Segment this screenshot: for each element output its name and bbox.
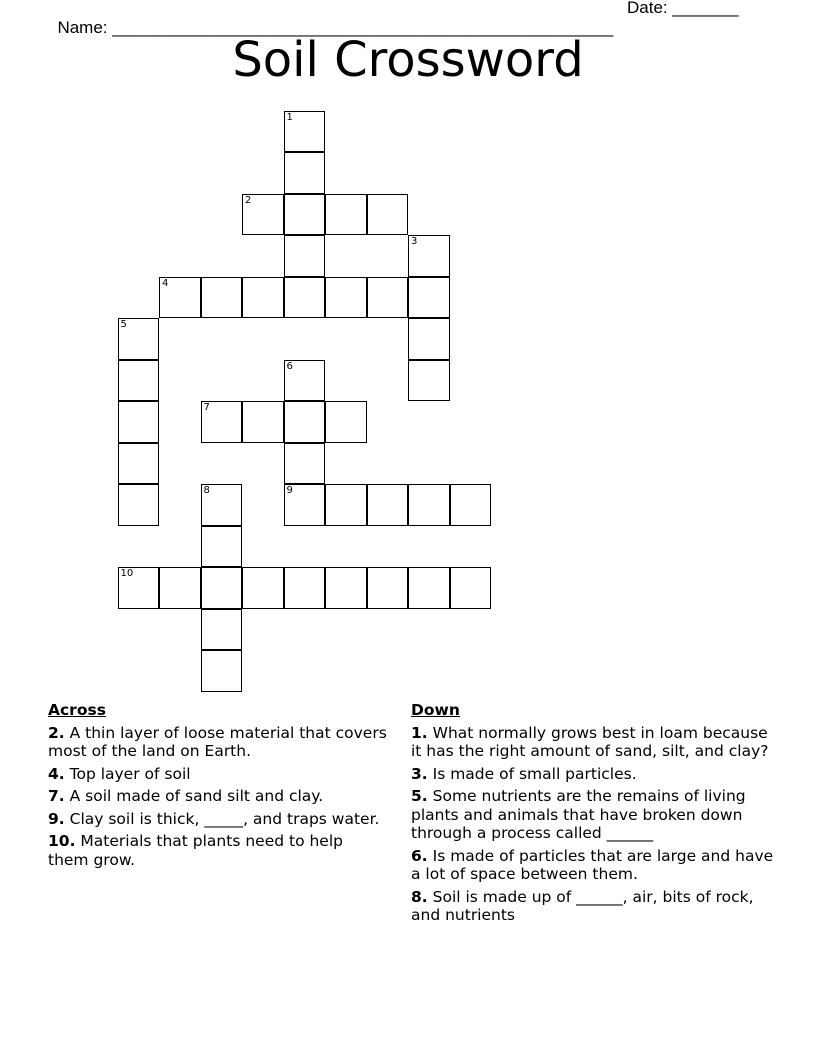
clue-text: What normally grows best in loam because it has the right amount of sand, silt, and clay? — [411, 723, 769, 760]
clue-number-label: 5 — [120, 319, 127, 330]
clue-number: 6. — [411, 846, 428, 865]
crossword-cell[interactable] — [325, 484, 367, 526]
clue-text: Top layer of soil — [69, 764, 191, 783]
crossword-cell[interactable] — [284, 277, 326, 319]
crossword-cell[interactable] — [242, 277, 284, 319]
crossword-cell[interactable] — [201, 609, 243, 651]
crossword-cell[interactable] — [201, 401, 243, 443]
down-clue — [411, 847, 781, 884]
clue-number-label: 6 — [286, 360, 293, 372]
crossword-cell[interactable] — [408, 277, 450, 319]
clue-number: 4. — [48, 764, 65, 783]
across-clue — [48, 787, 388, 806]
clue-number: 2. — [48, 723, 65, 742]
crossword-cell[interactable] — [408, 567, 450, 609]
crossword-cell[interactable] — [325, 194, 367, 236]
clue-text: Clay soil is thick, _____, and traps water. — [69, 809, 380, 828]
crossword-cell[interactable] — [118, 443, 160, 485]
clue-number-label: 7 — [203, 402, 210, 413]
crossword-cell[interactable] — [450, 484, 492, 526]
clue-number: 5. — [411, 787, 428, 805]
crossword-cell[interactable] — [325, 567, 367, 609]
clue-number: 8. — [411, 887, 428, 906]
crossword-cell[interactable] — [284, 235, 326, 277]
crossword-cell[interactable] — [367, 484, 409, 526]
crossword-cell[interactable] — [367, 194, 409, 236]
clue-number-label: 1 — [286, 111, 293, 123]
crossword-cell[interactable] — [450, 567, 492, 609]
clue-text: A thin layer of loose material that covers most of the land on Earth. — [48, 723, 387, 760]
name-field-label[interactable]: Name: _____________________________________________________ — [57, 18, 614, 37]
crossword-cell[interactable] — [118, 318, 160, 360]
crossword-cell[interactable] — [325, 277, 367, 319]
crossword-cell[interactable] — [284, 401, 326, 443]
crossword-cell[interactable] — [408, 484, 450, 526]
crossword-cell[interactable] — [201, 567, 243, 609]
crossword-cell[interactable] — [367, 567, 409, 609]
crossword-cell[interactable] — [118, 401, 160, 443]
crossword-cell[interactable] — [284, 194, 326, 236]
crossword-cell[interactable] — [284, 360, 326, 402]
down-heading: Down — [411, 701, 460, 719]
clue-number: 7. — [48, 787, 65, 805]
crossword-cell[interactable] — [242, 194, 284, 236]
crossword-cell[interactable] — [284, 484, 326, 526]
clue-number-label: 8 — [203, 485, 210, 496]
clue-number-label: 9 — [286, 485, 293, 496]
crossword-cell[interactable] — [284, 443, 326, 485]
across-clue — [48, 832, 388, 869]
clue-text: Soil is made up of ______, air, bits of rock, and nutrients — [411, 887, 754, 924]
across-heading: Across — [48, 701, 106, 719]
clue-number: 1. — [411, 723, 428, 742]
across-clue — [48, 810, 388, 829]
date-field-label[interactable]: Date: _______ — [627, 0, 739, 17]
crossword-cell[interactable] — [408, 318, 450, 360]
clue-number-label: 4 — [162, 277, 169, 289]
crossword-cell[interactable] — [284, 111, 326, 153]
crossword-cell[interactable] — [201, 526, 243, 568]
crossword-cell[interactable] — [325, 401, 367, 443]
clue-number: 9. — [48, 809, 65, 828]
clue-text: Is made of particles that are large and have a lot of space between them. — [411, 846, 774, 883]
crossword-cell[interactable] — [159, 567, 201, 609]
crossword-cell[interactable] — [284, 567, 326, 609]
across-clues — [48, 701, 388, 873]
clue-text: A soil made of sand silt and clay. — [69, 787, 324, 805]
clue-number-label: 2 — [245, 194, 252, 206]
crossword-cell[interactable] — [201, 650, 243, 692]
page-title: Soil Crossword — [232, 32, 584, 88]
crossword-cell[interactable] — [118, 567, 160, 609]
crossword-cell[interactable] — [408, 360, 450, 402]
across-clue — [48, 724, 388, 761]
crossword-cell[interactable] — [408, 235, 450, 277]
crossword-cell[interactable] — [242, 567, 284, 609]
crossword-cell[interactable] — [118, 484, 160, 526]
clue-text: Some nutrients are the remains of living plants and animals that have broken down through a process called ______ — [411, 787, 746, 842]
down-clue — [411, 787, 781, 843]
down-clue — [411, 724, 781, 761]
crossword-cell[interactable] — [159, 277, 201, 319]
clue-text: Is made of small particles. — [432, 764, 637, 783]
clue-number-label: 10 — [120, 568, 134, 579]
crossword-cell[interactable] — [367, 277, 409, 319]
down-clue — [411, 765, 781, 784]
crossword-cell[interactable] — [242, 401, 284, 443]
crossword-cell[interactable] — [118, 360, 160, 402]
clue-number: 10. — [48, 832, 76, 850]
down-clue — [411, 888, 781, 925]
clue-number: 3. — [411, 764, 428, 783]
crossword-cell[interactable] — [201, 277, 243, 319]
clue-text: Materials that plants need to help them grow. — [48, 832, 343, 869]
down-clues — [411, 701, 781, 929]
crossword-cell[interactable] — [201, 484, 243, 526]
crossword-cell[interactable] — [284, 152, 326, 194]
across-clue — [48, 765, 388, 784]
clue-number-label: 3 — [411, 236, 418, 247]
